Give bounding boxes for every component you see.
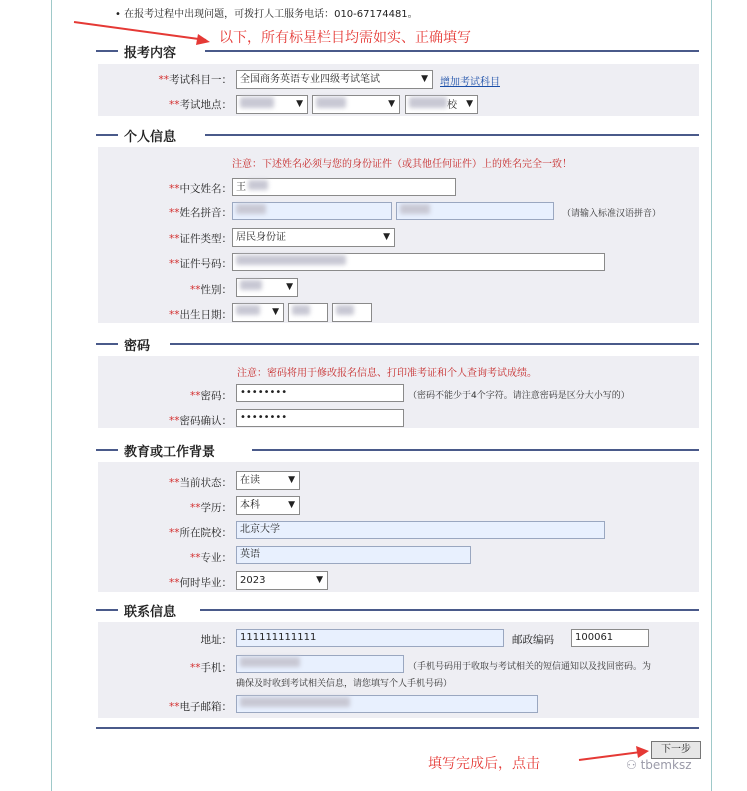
postcode-input[interactable]: 100061 <box>571 629 649 647</box>
email-input[interactable] <box>236 695 538 713</box>
section-dash <box>96 449 118 451</box>
section-dash <box>96 50 118 52</box>
pwd-label: **密码： <box>190 390 232 402</box>
confirm-label: **密码确认： <box>169 415 232 427</box>
password-confirm-input[interactable]: •••••••• <box>236 409 404 427</box>
next-step-button[interactable]: 下一步 <box>651 741 701 759</box>
add-subject-link[interactable]: 增加考试科目 <box>440 77 500 88</box>
location-province-select[interactable]: ▼ <box>236 95 308 114</box>
personal-warning: 注意：下述姓名必须与您的身份证件（或其他任何证件）上的姓名完全一致！ <box>232 159 572 170</box>
phone-input[interactable] <box>236 655 404 673</box>
support-note: • 在报考过程中出现问题，可拨打人工服务电话：010-67174481。 <box>115 9 418 20</box>
section-line <box>252 449 699 451</box>
section-title-exam: 报考内容 <box>124 46 177 61</box>
bottom-divider <box>96 727 699 729</box>
postcode-label: 邮政编码 <box>512 634 554 646</box>
section-dash <box>96 343 118 345</box>
phone-label: **手机： <box>190 662 232 674</box>
address-input[interactable]: 111111111111 <box>236 629 504 647</box>
pinyin-surname-input[interactable] <box>232 202 392 220</box>
location-site-select[interactable]: 校 ▼ <box>405 95 478 114</box>
graduation-select[interactable]: 2023 ▼ <box>236 571 328 590</box>
section-line <box>170 343 699 345</box>
id-type-select[interactable]: 居民身份证 ▼ <box>232 228 395 247</box>
annotation-bottom-text: 填写完成后，点击 <box>428 756 540 772</box>
password-hint: （密码不能少于4个字符。请注意密码是区分大小写的） <box>408 391 630 401</box>
school-input[interactable]: 北京大学 <box>236 521 605 539</box>
id-number-input[interactable] <box>232 253 605 271</box>
exam-subject-select[interactable]: 全国商务英语专业四级考试笔试 ▼ <box>236 70 433 89</box>
location-city-select[interactable]: ▼ <box>312 95 400 114</box>
status-label: **当前状态： <box>169 477 232 489</box>
section-title-personal: 个人信息 <box>124 130 177 145</box>
degree-select[interactable]: 本科 ▼ <box>236 496 300 515</box>
section-title-password: 密码 <box>124 339 151 354</box>
birth-day-select[interactable] <box>332 303 372 322</box>
status-select[interactable]: 在读 ▼ <box>236 471 300 490</box>
password-input[interactable]: •••••••• <box>236 384 404 402</box>
annotation-text: 以下，所有标星栏目均需如实、正确填写 <box>219 30 471 46</box>
school-label: **所在院校： <box>169 527 232 539</box>
email-label: **电子邮箱： <box>169 701 232 713</box>
phone-hint-line2: 确保及时收到考试相关信息，请您填写个人手机号码） <box>236 679 453 689</box>
birth-month-select[interactable] <box>288 303 328 322</box>
section-line <box>205 50 699 52</box>
password-warning: 注意：密码将用于修改报名信息、打印准考证和个人查询考试成绩。 <box>237 368 537 379</box>
major-label: **专业： <box>190 552 232 564</box>
address-label: 地址： <box>200 634 232 646</box>
section-dash <box>96 609 118 611</box>
birth-year-select[interactable]: ▼ <box>232 303 284 322</box>
gender-select[interactable]: ▼ <box>236 278 298 297</box>
watermark <box>626 758 692 772</box>
gender-label: **性别： <box>190 284 232 296</box>
birthday-label: **出生日期： <box>169 309 232 321</box>
phone-hint-line1: （手机号码用于收取与考试相关的短信通知以及找回密码。为 <box>408 662 652 672</box>
pinyin-given-input[interactable] <box>396 202 554 220</box>
section-title-contact: 联系信息 <box>124 605 177 620</box>
id-type-label: **证件类型： <box>169 233 232 245</box>
cn-name-input[interactable]: 王 <box>232 178 456 196</box>
grad-label: **何时毕业： <box>169 577 232 589</box>
section-line <box>200 609 699 611</box>
subject-label: **考试科目一： <box>158 74 232 86</box>
pinyin-label: **姓名拼音： <box>169 207 232 219</box>
cn-name-label: **中文姓名： <box>169 183 232 195</box>
location-label: **考试地点： <box>169 99 232 111</box>
section-line <box>205 134 699 136</box>
id-number-label: **证件号码： <box>169 258 232 270</box>
pinyin-hint: （请输入标准汉语拼音） <box>562 209 662 219</box>
section-title-education: 教育或工作背景 <box>124 445 216 460</box>
watermark-text: tbemksz <box>640 758 692 772</box>
section-dash <box>96 134 118 136</box>
major-input[interactable]: 英语 <box>236 546 471 564</box>
wechat-icon: ⚇ <box>626 758 637 772</box>
degree-label: **学历： <box>190 502 232 514</box>
